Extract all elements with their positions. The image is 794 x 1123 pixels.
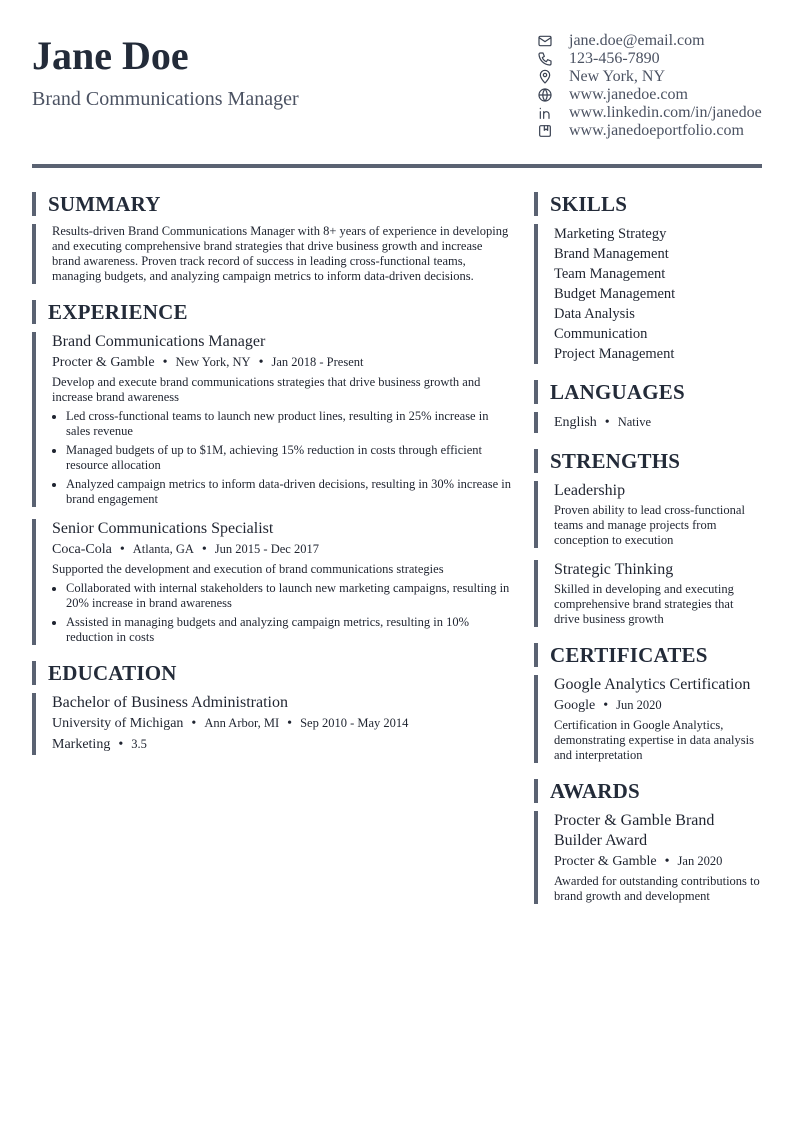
job-description: Supported the development and execution of brand communications strategies [52,562,444,576]
strength-name: Strategic Thinking [554,561,674,578]
contact-linkedin[interactable] [536,104,786,122]
separator-dot: • [664,854,670,869]
school: University of Michigan [52,716,184,731]
contact-phone-text[interactable]: 123-456-7890 [569,50,660,67]
contact-linkedin-text[interactable]: www.linkedin.com/in/janedoe [569,104,762,121]
skill-item: Brand Management [554,246,669,262]
separator-dot: • [604,415,610,430]
job-bullet: • Analyzed campaign metrics to inform data-driven decisions, resulting in 30% increase in brand engagement [66,477,512,507]
award-entry [534,811,762,904]
certificate-description: Certification in Google Analytics, demonstrating expertise in data analysis and interpretation [554,718,754,762]
separator-dot: • [119,542,125,557]
award-date: Jan 2020 [677,854,723,868]
award-name: Procter & Gamble Brand Builder Award [554,812,715,849]
left-column [32,190,512,755]
skill-item: Communication [554,326,648,342]
language-level: Native [617,415,652,429]
job-bullet: • Led cross-functional teams to launch new product lines, resulting in 25% increase in sales revenue [66,409,512,439]
job-description: Develop and execute brand communications strategies that drive business growth and increase brand awareness [52,375,481,404]
job-location: Atlanta, GA [132,542,194,556]
globe-icon [536,86,554,104]
certificates-heading: CERTIFICATES [534,643,762,667]
award-meta [554,851,762,872]
job-entry [32,519,512,645]
gpa: 3.5 [131,737,147,751]
job-company: Coca-Cola [52,542,112,557]
job-bullet: • Managed budgets of up to $1M, achieving 15% reduction in costs through efficient resource allocation [66,443,512,473]
job-title: Brand Communications Manager [52,333,266,350]
awards-section [534,779,762,904]
job-bullets [52,581,512,645]
languages-section [534,380,762,433]
strength-description: Skilled in developing and executing comprehensive brand strategies that drive business growth [554,582,734,626]
strengths-section [534,449,762,627]
education-meta [52,713,512,734]
education-section [32,661,512,755]
skill-item: Budget Management [554,286,676,302]
separator-dot: • [603,698,609,713]
strength-name: Leadership [554,482,626,499]
phone-icon [536,50,554,68]
strengths-heading: STRENGTHS [534,449,762,473]
strength-description: Proven ability to lead cross-functional teams and manage projects from conception to execution [554,503,745,547]
candidate-role: Brand Communications Manager [32,88,299,110]
experience-section [32,300,512,645]
contact-website[interactable] [536,86,786,104]
separator-dot: • [201,542,207,557]
separator-dot: • [287,716,293,731]
contact-phone[interactable] [536,50,786,68]
contact-website-text[interactable]: www.janedoe.com [569,86,688,103]
experience-heading: EXPERIENCE [32,300,512,324]
contact-portfolio[interactable] [536,122,786,140]
skill-item: Team Management [554,266,666,282]
job-meta [52,352,512,373]
education-heading: EDUCATION [32,661,512,685]
contact-email[interactable] [536,32,786,50]
contact-email-text[interactable]: jane.doe@email.com [569,32,705,49]
education-entry [32,693,512,755]
job-location: New York, NY [175,355,251,369]
skills-section [534,192,762,364]
awards-heading: AWARDS [534,779,762,803]
skill-item: Project Management [554,346,675,362]
job-meta [52,539,512,560]
job-bullet: • Assisted in managing budgets and analyzing campaign metrics, resulting in 10% reduction in costs [66,615,512,645]
separator-dot: • [258,355,264,370]
major: Marketing [52,737,111,752]
summary-block [32,224,512,284]
job-company: Procter & Gamble [52,355,155,370]
education-major-gpa [52,734,512,755]
job-dates: Jan 2018 - Present [271,355,364,369]
contact-portfolio-text[interactable]: www.janedoeportfolio.com [569,122,744,139]
certificate-name: Google Analytics Certification [554,676,751,693]
skill-item: Marketing Strategy [554,226,667,242]
award-description: Awarded for outstanding contributions to brand growth and development [554,874,760,903]
skills-heading: SKILLS [534,192,762,216]
contact-location [536,68,786,86]
language-name: English [554,415,597,430]
separator-dot: • [191,716,197,731]
job-dates: Jun 2015 - Dec 2017 [214,542,319,556]
degree: Bachelor of Business Administration [52,694,288,711]
header-divider [32,164,762,168]
certificate-issuer: Google [554,698,596,713]
school-location: Ann Arbor, MI [204,716,280,730]
job-bullet: • Collaborated with internal stakeholders to launch new marketing campaigns, resulting in 20% increase in brand awareness [66,581,512,611]
location-pin-icon [536,68,554,86]
contact-list [536,32,786,140]
award-issuer: Procter & Gamble [554,854,657,869]
languages-heading: LANGUAGES [534,380,762,404]
contact-location-text: New York, NY [569,68,666,85]
skill-item: Data Analysis [554,306,635,322]
job-title: Senior Communications Specialist [52,520,274,537]
candidate-name: Jane Doe [32,33,189,78]
certificates-section [534,643,762,763]
summary-text: Results-driven Brand Communications Manager with 8+ years of experience in developing and executing comprehensive brand strategies that drive business growth and increase brand awareness. Proven track record of success in leading cross-functional teams, managing budgets, and analyzing campaign metrics to inform data-driven decisions. [52,224,509,283]
job-entry [32,332,512,507]
language-item [554,412,762,433]
skills-block [534,224,762,364]
linkedin-icon [536,104,554,122]
certificate-meta [554,695,762,716]
certificate-date: Jun 2020 [616,698,662,712]
separator-dot: • [118,737,124,752]
portfolio-bookmark-icon [536,122,554,140]
right-column [534,190,762,904]
education-dates: Sep 2010 - May 2014 [300,716,409,730]
strength-entry [534,560,762,627]
separator-dot: • [162,355,168,370]
email-icon [536,32,554,50]
certificate-entry [534,675,762,763]
summary-heading: SUMMARY [32,192,512,216]
job-bullets [52,409,512,507]
summary-section [32,192,512,284]
languages-block [534,412,762,433]
strength-entry [534,481,762,548]
